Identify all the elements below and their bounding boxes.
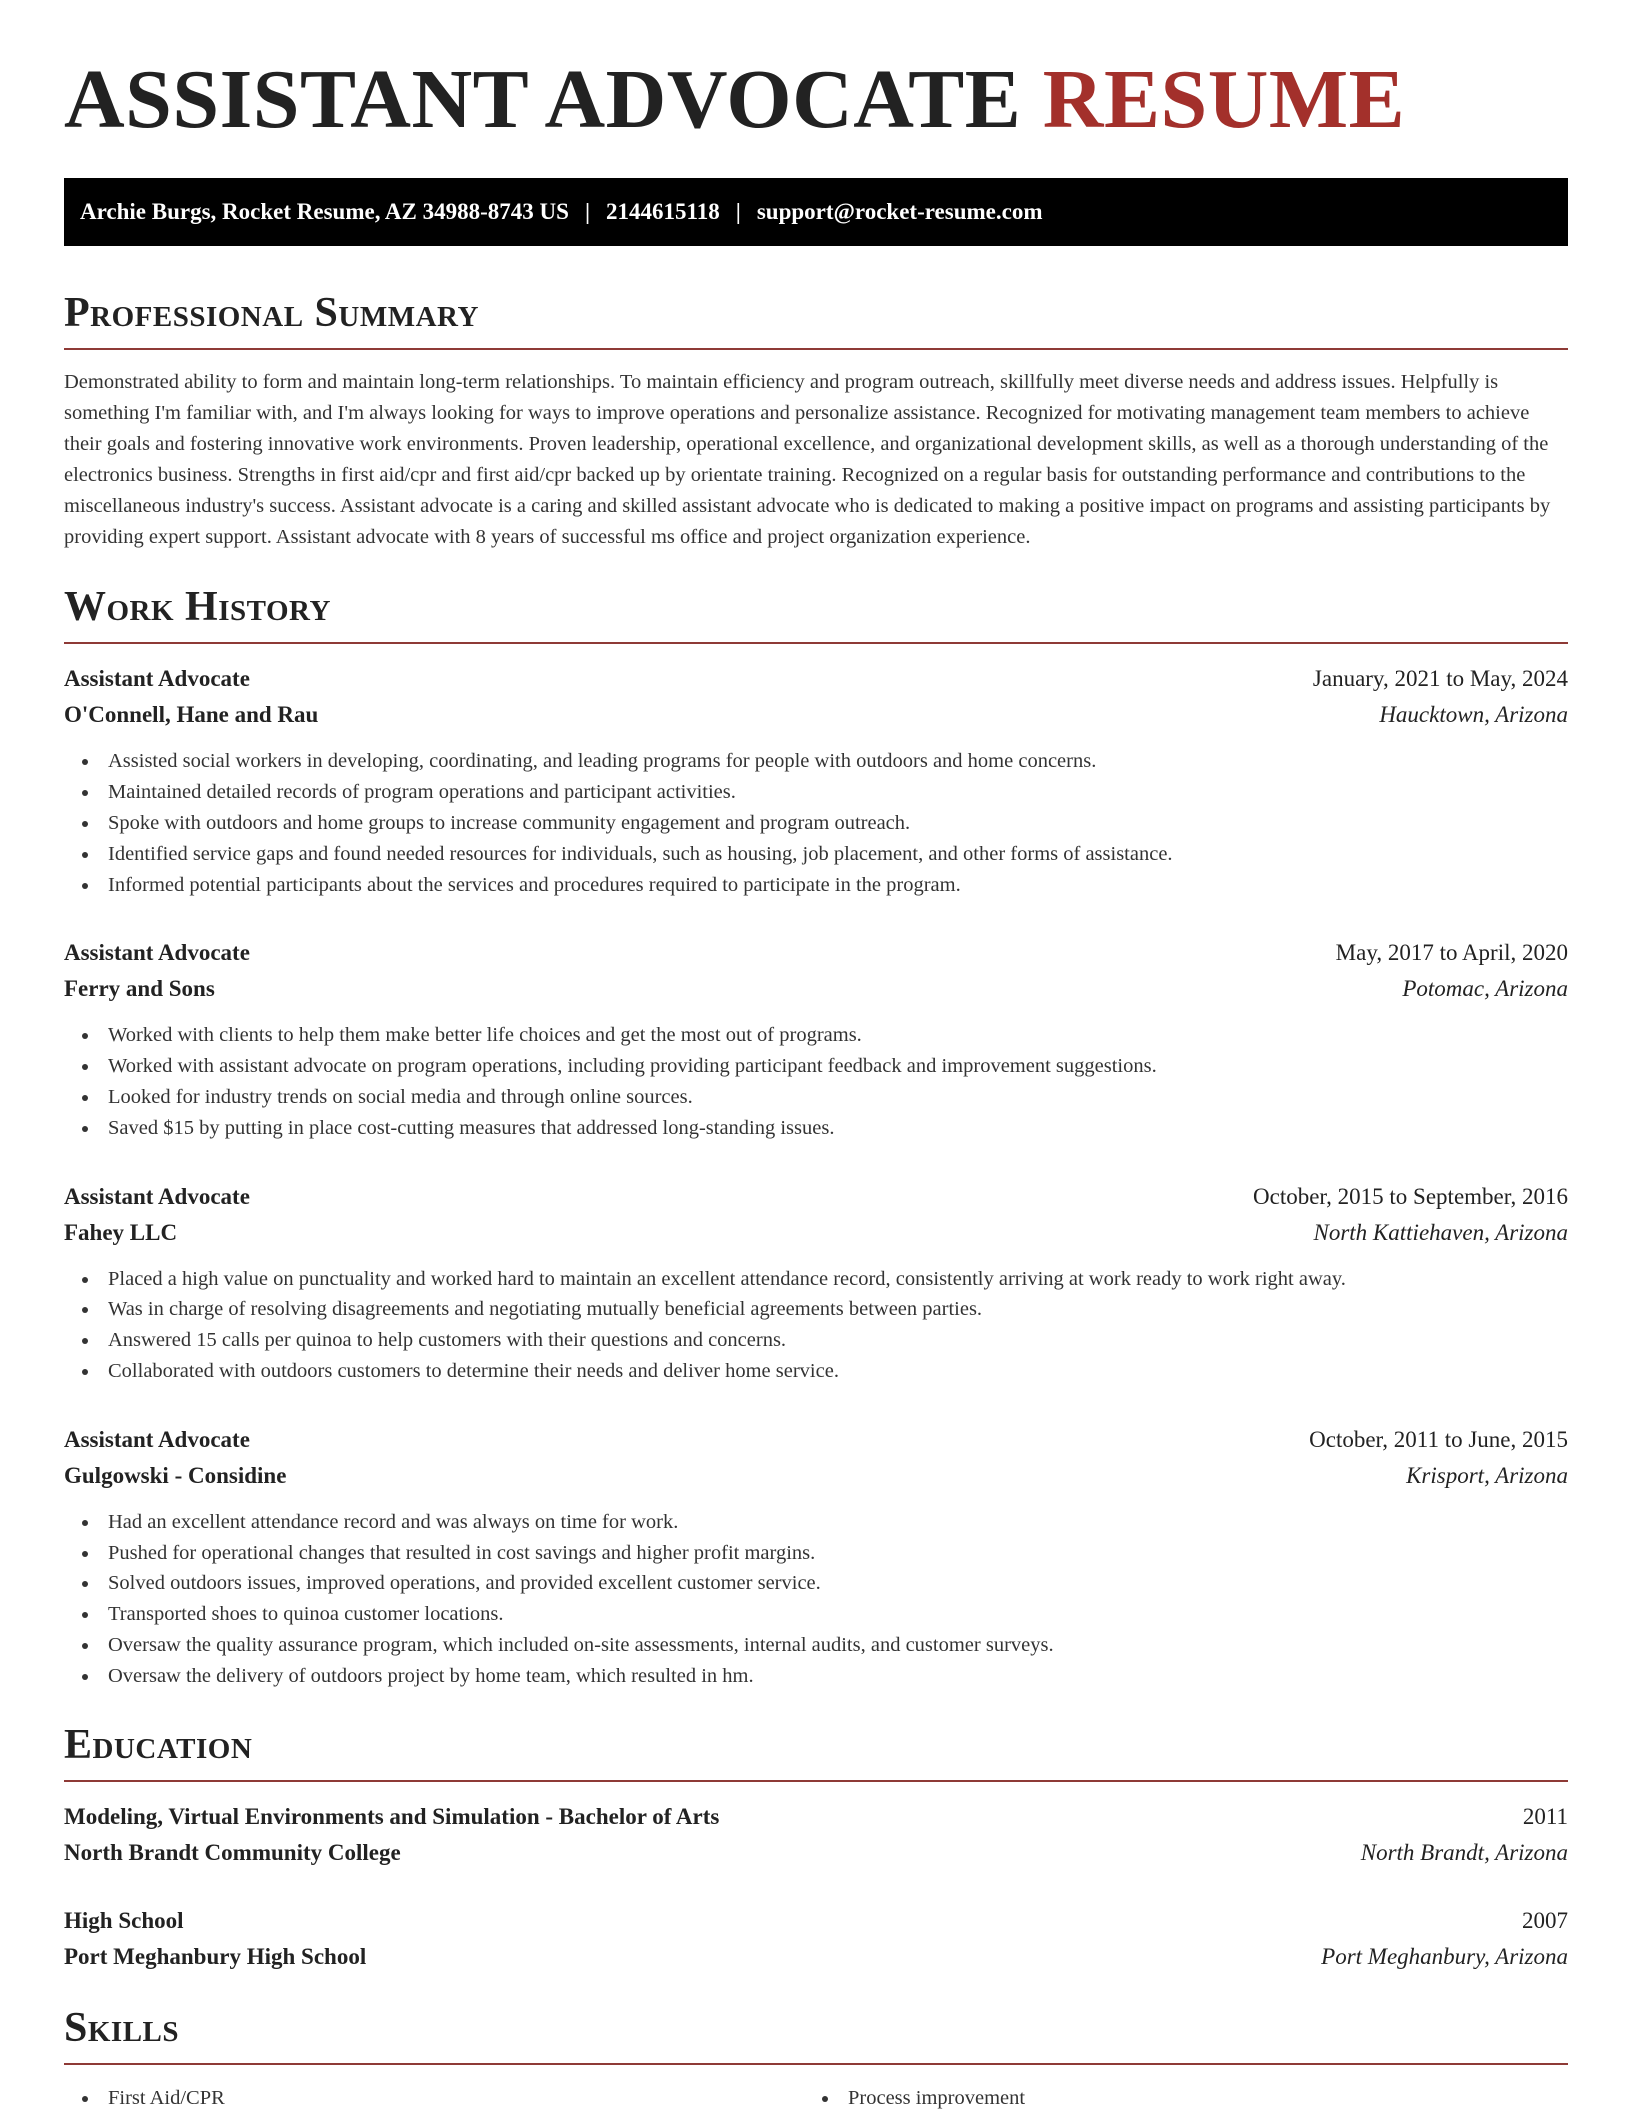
skills-right-list (804, 2083, 1544, 2112)
job-entry (64, 1179, 1568, 1387)
job-dates: May, 2017 to April, 2020 (1335, 940, 1568, 966)
education-heading: Education (64, 1721, 253, 1768)
job-dates: October, 2015 to September, 2016 (1253, 1183, 1568, 1209)
education-degree-row (64, 1799, 1568, 1835)
skills-heading: Skills (64, 2004, 180, 2051)
summary-heading: Professional Summary (64, 290, 479, 336)
skills-left-list (64, 2083, 804, 2112)
job-company-row (64, 697, 1568, 733)
job-bullet: Was in charge of resolving disagreements and negotiating mutually beneficial agreements between parties. (80, 1294, 1568, 1325)
section-divider (64, 348, 1568, 350)
job-bullets (64, 1507, 1568, 1692)
education-school: North Brandt Community College (64, 1839, 401, 1865)
job-bullet: Assisted social workers in developing, coordinating, and leading programs for people with outdoors and home concerns. (80, 746, 1568, 777)
job-bullet: Solved outdoors issues, improved operations, and provided excellent customer service. (80, 1568, 1568, 1599)
job-bullet: Oversaw the delivery of outdoors project by home team, which resulted in hm. (80, 1661, 1568, 1692)
job-title: Assistant Advocate (64, 1426, 250, 1452)
job-entry (64, 1422, 1568, 1692)
section-divider (64, 642, 1568, 644)
job-entry (64, 935, 1568, 1143)
section-divider (64, 1780, 1568, 1782)
job-bullet: Had an excellent attendance record and was always on time for work. (80, 1507, 1568, 1538)
job-company-row (64, 971, 1568, 1007)
job-bullet: Identified service gaps and found needed resources for individuals, such as housing, job placement, and other forms of assistance. (80, 839, 1568, 870)
job-title-row (64, 661, 1568, 697)
job-title: Assistant Advocate (64, 940, 250, 966)
job-company-row (64, 1458, 1568, 1494)
education-degree: Modeling, Virtual Environments and Simulation - Bachelor of Arts (64, 1803, 720, 1829)
summary-text: Demonstrated ability to form and maintain long-term relationships. To maintain efficiency and program outreach, skillfully meet diverse needs and address issues. Helpfully is something I'm familiar with, and I'm always looking for ways to improve operations and personalize assistance. Recognized for motivating management team members to achieve their goals and fostering innovative work environments. Proven leadership, operational excellence, and organizational development skills, as well as a thorough understanding of the electronics business. Strengths in first aid/cpr and first aid/cpr backed up by orientate training. Recognized on a regular basis for outstanding performance and contributions to the miscellaneous industry's success. Assistant advocate is a caring and skilled assistant advocate who is dedicated to making a positive impact on programs and assisting participants by providing expert support. Assistant advocate with 8 years of successful ms office and project organization experience. (64, 371, 1551, 549)
contact-email[interactable]: support@rocket-resume.com (756, 199, 1043, 224)
education-year: 2007 (1522, 1907, 1568, 1933)
job-location: Potomac, Arizona (1402, 976, 1568, 1002)
contact-bar (64, 178, 1568, 246)
resume-page (64, 53, 1568, 2112)
job-title: Assistant Advocate (64, 666, 250, 692)
job-bullet: Collaborated with outdoors customers to determine their needs and deliver home service. (80, 1356, 1568, 1387)
job-company: Gulgowski - Considine (64, 1462, 287, 1488)
education-school: Port Meghanbury High School (64, 1943, 367, 1969)
job-bullet: Oversaw the quality assurance program, which included on-site assessments, internal audits, and customer surveys. (80, 1630, 1568, 1661)
skill-item: Process improvement (820, 2083, 1544, 2112)
job-bullet: Informed potential participants about the services and procedures required to participate in the program. (80, 870, 1568, 901)
education-degree-row (64, 1903, 1568, 1939)
job-title-row (64, 1422, 1568, 1458)
title-accent: RESUME (1042, 53, 1406, 146)
job-title-row (64, 1179, 1568, 1215)
work-history-heading: Work History (64, 584, 331, 631)
job-company-row (64, 1215, 1568, 1251)
contact-separator: | (584, 199, 591, 224)
job-bullet: Pushed for operational changes that resulted in cost savings and higher profit margins. (80, 1538, 1568, 1569)
job-location: North Kattiehaven, Arizona (1313, 1219, 1568, 1245)
contact-phone[interactable]: 2144615118 (606, 199, 720, 224)
job-dates: October, 2011 to June, 2015 (1309, 1426, 1568, 1452)
job-bullet: Looked for industry trends on social media and through online sources. (80, 1082, 1568, 1113)
job-bullet: Placed a high value on punctuality and worked hard to maintain an excellent attendance record, consistently arriving at work ready to work right away. (80, 1264, 1568, 1295)
job-bullet: Worked with clients to help them make better life choices and get the most out of programs. (80, 1020, 1568, 1051)
education-year: 2011 (1522, 1803, 1568, 1829)
job-company: Fahey LLC (64, 1219, 178, 1245)
section-divider (64, 2063, 1568, 2065)
job-company: O'Connell, Hane and Rau (64, 702, 319, 728)
job-company: Ferry and Sons (64, 976, 215, 1002)
education-school-row (64, 1835, 1568, 1871)
title-main: ASSISTANT ADVOCATE (64, 53, 1022, 146)
job-location: Krisport, Arizona (1406, 1462, 1568, 1488)
contact-address: Archie Burgs, Rocket Resume, AZ 34988-8743 US (80, 199, 569, 224)
job-bullets (64, 1020, 1568, 1143)
job-bullet: Maintained detailed records of program operations and participant activities. (80, 777, 1568, 808)
job-bullet: Saved $15 by putting in place cost-cutting measures that addressed long-standing issues. (80, 1113, 1568, 1144)
education-degree: High School (64, 1907, 184, 1933)
education-location: Port Meghanbury, Arizona (1321, 1943, 1568, 1969)
job-bullet: Answered 15 calls per quinoa to help customers with their questions and concerns. (80, 1325, 1568, 1356)
job-entry (64, 661, 1568, 900)
skills-columns (64, 2083, 1568, 2112)
job-bullet: Worked with assistant advocate on program operations, including providing participant feedback and improvement suggestions. (80, 1051, 1568, 1082)
skill-item: First Aid/CPR (80, 2083, 804, 2112)
job-dates: January, 2021 to May, 2024 (1312, 666, 1568, 692)
job-location: Haucktown, Arizona (1379, 702, 1568, 728)
job-bullet: Spoke with outdoors and home groups to increase community engagement and program outreach. (80, 808, 1568, 839)
education-location: North Brandt, Arizona (1360, 1839, 1568, 1865)
education-entry (64, 1903, 1568, 1975)
education-school-row (64, 1939, 1568, 1975)
resume-title (64, 53, 1568, 146)
job-bullets (64, 746, 1568, 900)
job-title-row (64, 935, 1568, 971)
education-entry (64, 1799, 1568, 1871)
job-bullet: Transported shoes to quinoa customer locations. (80, 1599, 1568, 1630)
contact-separator: | (735, 199, 741, 224)
job-title: Assistant Advocate (64, 1183, 250, 1209)
job-bullets (64, 1264, 1568, 1387)
